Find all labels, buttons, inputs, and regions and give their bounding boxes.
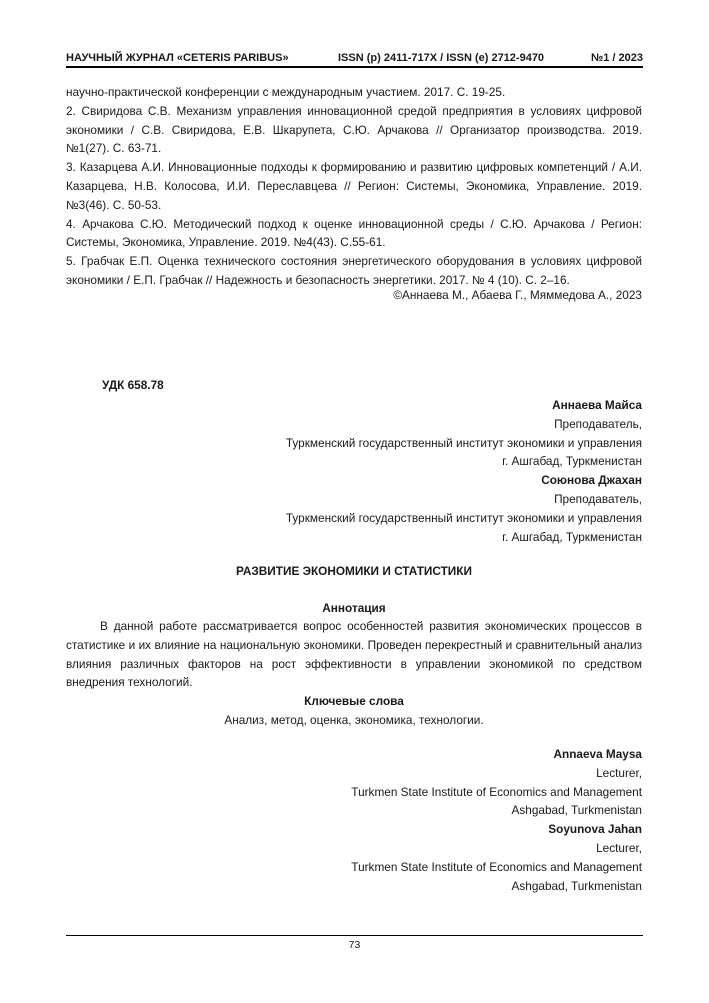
- reference-item: 3. Казарцева А.И. Инновационные подходы к формированию и развитию цифровых компетенций / А.И. Казарцева, Н.В. Колосова, И.И. Переславцева // Регион: Системы, Экономика, Управление. 2019. №3(46). С. 50-53.: [66, 160, 642, 212]
- author-institution: Туркменский государственный институт экономики и управления: [285, 510, 642, 525]
- author-city: г. Ашгабад, Туркменистан: [502, 529, 642, 544]
- author-name: Союнова Джахан: [541, 473, 642, 488]
- author-name: Аннаева Майса: [552, 398, 642, 412]
- author-position: Преподаватель,: [554, 491, 642, 506]
- reference-list: [66, 83, 642, 290]
- page-number: 73: [348, 939, 361, 951]
- article-title: РАЗВИТИЕ ЭКОНОМИКИ И СТАТИСТИКИ: [236, 564, 472, 578]
- reference-item: научно-практической конференции с международным участием. 2017. С. 19-25.: [66, 85, 506, 99]
- author-name: Annaeva Maysa: [553, 747, 642, 761]
- header-rule: [66, 66, 643, 68]
- reference-item: 4. Арчакова С.Ю. Методический подход к оценке инновационной среды / С.Ю. Арчакова / Регион: Системы, Экономика, Управление. 2019. №4(43). С.55-61.: [66, 216, 642, 250]
- authors-ru: [66, 396, 642, 546]
- author-position: Lecturer,: [596, 840, 642, 855]
- keywords-text: Анализ, метод, оценка, экономика, технологии.: [224, 713, 484, 727]
- author-position: Lecturer,: [596, 765, 642, 780]
- author-name: Soyunova Jahan: [548, 822, 642, 837]
- reference-item: 5. Грабчак Е.П. Оценка технического состояния энергетического оборудования в условиях цифровой экономики / Е.П. Грабчак // Надежность и безопасность энергетики. 2017. № 4 (10). С. 2–16.: [66, 254, 642, 287]
- author-institution: Туркменский государственный институт экономики и управления: [285, 435, 642, 450]
- authors-en: [66, 745, 642, 895]
- keywords-heading: Ключевые слова: [304, 694, 404, 708]
- author-city: г. Ашгабад, Туркменистан: [502, 454, 642, 469]
- annotation-heading: Аннотация: [322, 601, 386, 615]
- issue-number: №1 / 2023: [590, 52, 643, 64]
- author-position: Преподаватель,: [554, 416, 642, 431]
- annotation-text: В данной работе рассматривается вопрос особенностей развития экономических процессов в статистике и их влияние на национальную экономики. Проведен перекрестный и сравнительный анализ влияния различных факторов на рост эффективности в управлении экономикой по средством внедрения технологий.: [66, 619, 642, 690]
- author-city: Ashgabad, Turkmenistan: [511, 878, 642, 893]
- author-institution: Turkmen State Institute of Economics and Management: [351, 859, 642, 874]
- issn-text: ISSN (p) 2411-717X / ISSN (e) 2712-9470: [338, 52, 545, 64]
- author-institution: Turkmen State Institute of Economics and Management: [351, 784, 642, 799]
- copyright-line: ©Аннаева М., Абаева Г., Мяммедова А., 2023: [393, 288, 642, 302]
- author-city: Ashgabad, Turkmenistan: [511, 803, 642, 818]
- journal-name: НАУЧНЫЙ ЖУРНАЛ «CETERIS PARIBUS»: [66, 52, 289, 64]
- footer-rule: [66, 935, 643, 936]
- udk-code: УДК 658.78: [102, 378, 164, 392]
- reference-item: 2. Свиридова С.В. Механизм управления инновационной средой предприятия в условиях цифровой экономики / С.В. Свиридова, Е.В. Шкарупета, С.Ю. Арчакова // Организатор производства. 2019. №1(27). С. 63-71.: [66, 103, 642, 156]
